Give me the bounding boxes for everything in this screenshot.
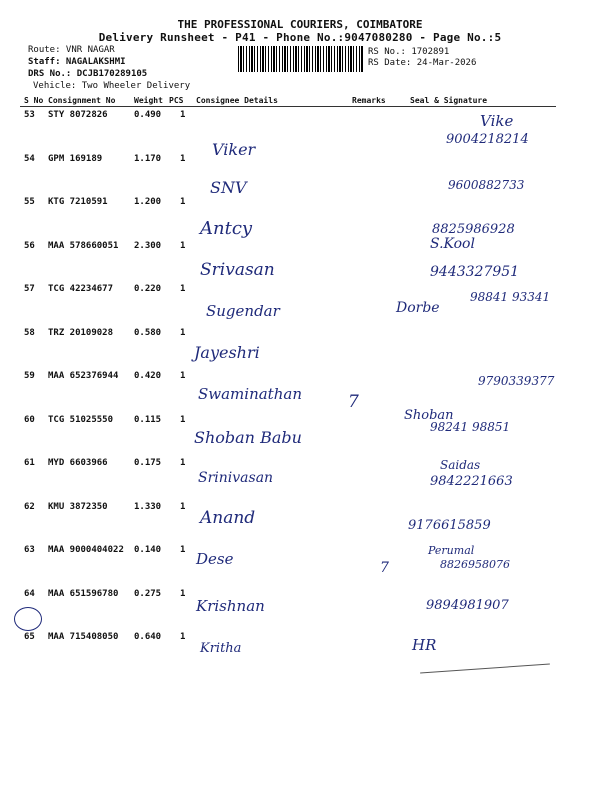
hw-name: SNV [210,178,247,197]
hw-name: Kritha [200,641,242,656]
row-weight: 0.420 [134,371,162,381]
route-label: Route: VNR NAGAR [28,45,115,55]
hw-signature: Perumal [428,544,475,557]
row-pcs: 1 [180,632,186,642]
row-consignment-no: KTG 7210591 [48,197,108,207]
row-sno: 64 [24,588,35,599]
row-sno: 60 [24,414,35,425]
row-pcs: 1 [180,414,186,425]
row-sno: 65 [24,632,35,642]
hw-name: Viker [212,140,256,159]
runsheet-subtitle: Delivery Runsheet - P41 - Phone No.:9047080280 - Page No.:5 [98,31,502,44]
row-weight: 1.330 [134,501,162,512]
hw-signature: Shoban [404,408,454,423]
row-pcs: 1 [180,284,186,294]
staff-label: Staff: NAGALAKSHMI [28,57,126,67]
row-consignment-no: MAA 652376944 [48,371,119,381]
hw-signature: Dorbe [396,300,440,316]
hw-remark: 7 [348,392,359,412]
row-pcs: 1 [180,197,186,207]
page-title: THE PROFESSIONAL COURIERS, COIMBATORE [177,18,423,31]
row-sno: 56 [24,240,35,251]
col-sno: S No [24,96,44,105]
table-header [24,96,544,106]
row-sno: 54 [24,153,35,164]
hw-phone: 9842221663 [430,474,513,489]
row-weight: 0.115 [134,414,162,425]
hw-signature: S.Kool [430,236,475,252]
hw-phone: 8825986928 [432,222,515,237]
row-consignment-no: TCG 51025550 [48,414,114,425]
hw-name: Krishnan [196,597,265,615]
col-seal: Seal & Signature [410,96,488,105]
row-sno: 55 [24,197,35,207]
col-remarks: Remarks [352,96,386,105]
hw-phone: 9176615859 [408,518,491,533]
hw-phone: 9004218214 [446,132,529,147]
row-weight: 1.170 [134,153,162,164]
hw-name: Antcy [200,218,253,239]
row-pcs: 1 [180,371,186,381]
hw-phone: 9443327951 [430,264,520,280]
row-consignment-no: MAA 9000404022 [48,545,124,555]
hw-phone: 8826958076 [440,558,510,571]
drs-number: DRS No.: DCJB170289105 [28,69,148,79]
hw-name: Srivasan [200,260,275,280]
hw-signature: HR [412,636,437,654]
row-sno: 57 [24,284,35,294]
col-consignment: Consignment No [48,96,116,105]
col-consignee: Consignee Details [196,96,278,105]
row-sno: 53 [24,110,35,120]
row-weight: 0.580 [134,327,162,338]
hw-phone: 9600882733 [448,178,525,192]
row-weight: 2.300 [134,240,162,251]
hw-phone: 9790339377 [478,374,555,388]
hw-name: Sugendar [206,302,280,320]
row-consignment-no: GPM 169189 [48,153,103,164]
hw-remark: 7 [380,560,389,576]
col-weight: Weight [134,96,163,105]
hw-phone: 98241 98851 [430,420,511,434]
row-sno: 61 [24,458,35,468]
row-pcs: 1 [180,458,186,468]
row-pcs: 1 [180,240,186,251]
hw-name: Dese [196,550,234,568]
row-consignment-no: MYD 6603966 [48,458,108,468]
hw-signature: Vike [480,112,514,130]
hw-name: Jayeshri [194,343,260,362]
col-pcs: PCS [169,96,184,105]
hw-signature: Saidas [440,458,481,472]
row-weight: 0.275 [134,588,162,599]
row-sno: 59 [24,371,35,381]
row-pcs: 1 [180,545,186,555]
row-sno: 63 [24,545,35,555]
row-pcs: 1 [180,110,186,120]
row-consignment-no: MAA 715408050 [48,632,119,642]
barcode [238,46,364,72]
row-consignment-no: STY 8072826 [48,110,108,120]
hw-phone: 9894981907 [426,598,509,613]
row-pcs: 1 [180,588,186,599]
row-weight: 0.640 [134,632,162,642]
rs-date: RS Date: 24-Mar-2026 [368,58,477,68]
row-weight: 0.490 [134,110,162,120]
row-sno: 58 [24,327,35,338]
hw-phone: 98841 93341 [470,290,551,304]
row-pcs: 1 [180,153,186,164]
row-consignment-no: TCG 42234677 [48,284,114,294]
signature-underline [420,663,550,673]
row-consignment-no: MAA 578660051 [48,240,119,251]
row-weight: 0.220 [134,284,162,294]
hw-name: Swaminathan [198,385,302,403]
row-weight: 1.200 [134,197,162,207]
vehicle-label: Vehicle: Two Wheeler Delivery [33,81,191,91]
row-consignment-no: KMU 3872350 [48,501,108,512]
row-weight: 0.140 [134,545,162,555]
row-consignment-no: TRZ 20109028 [48,327,114,338]
hw-name: Anand [200,508,256,528]
row-pcs: 1 [180,501,186,512]
row-consignment-no: MAA 651596780 [48,588,119,599]
hw-name: Srinivasan [198,470,274,486]
row-sno: 62 [24,501,35,512]
header-divider [20,106,556,107]
rs-number: RS No.: 1702891 [368,47,450,57]
hw-name: Shoban Babu [194,428,302,447]
row-weight: 0.175 [134,458,162,468]
row-pcs: 1 [180,327,186,338]
row-65-circle-mark [14,607,42,631]
